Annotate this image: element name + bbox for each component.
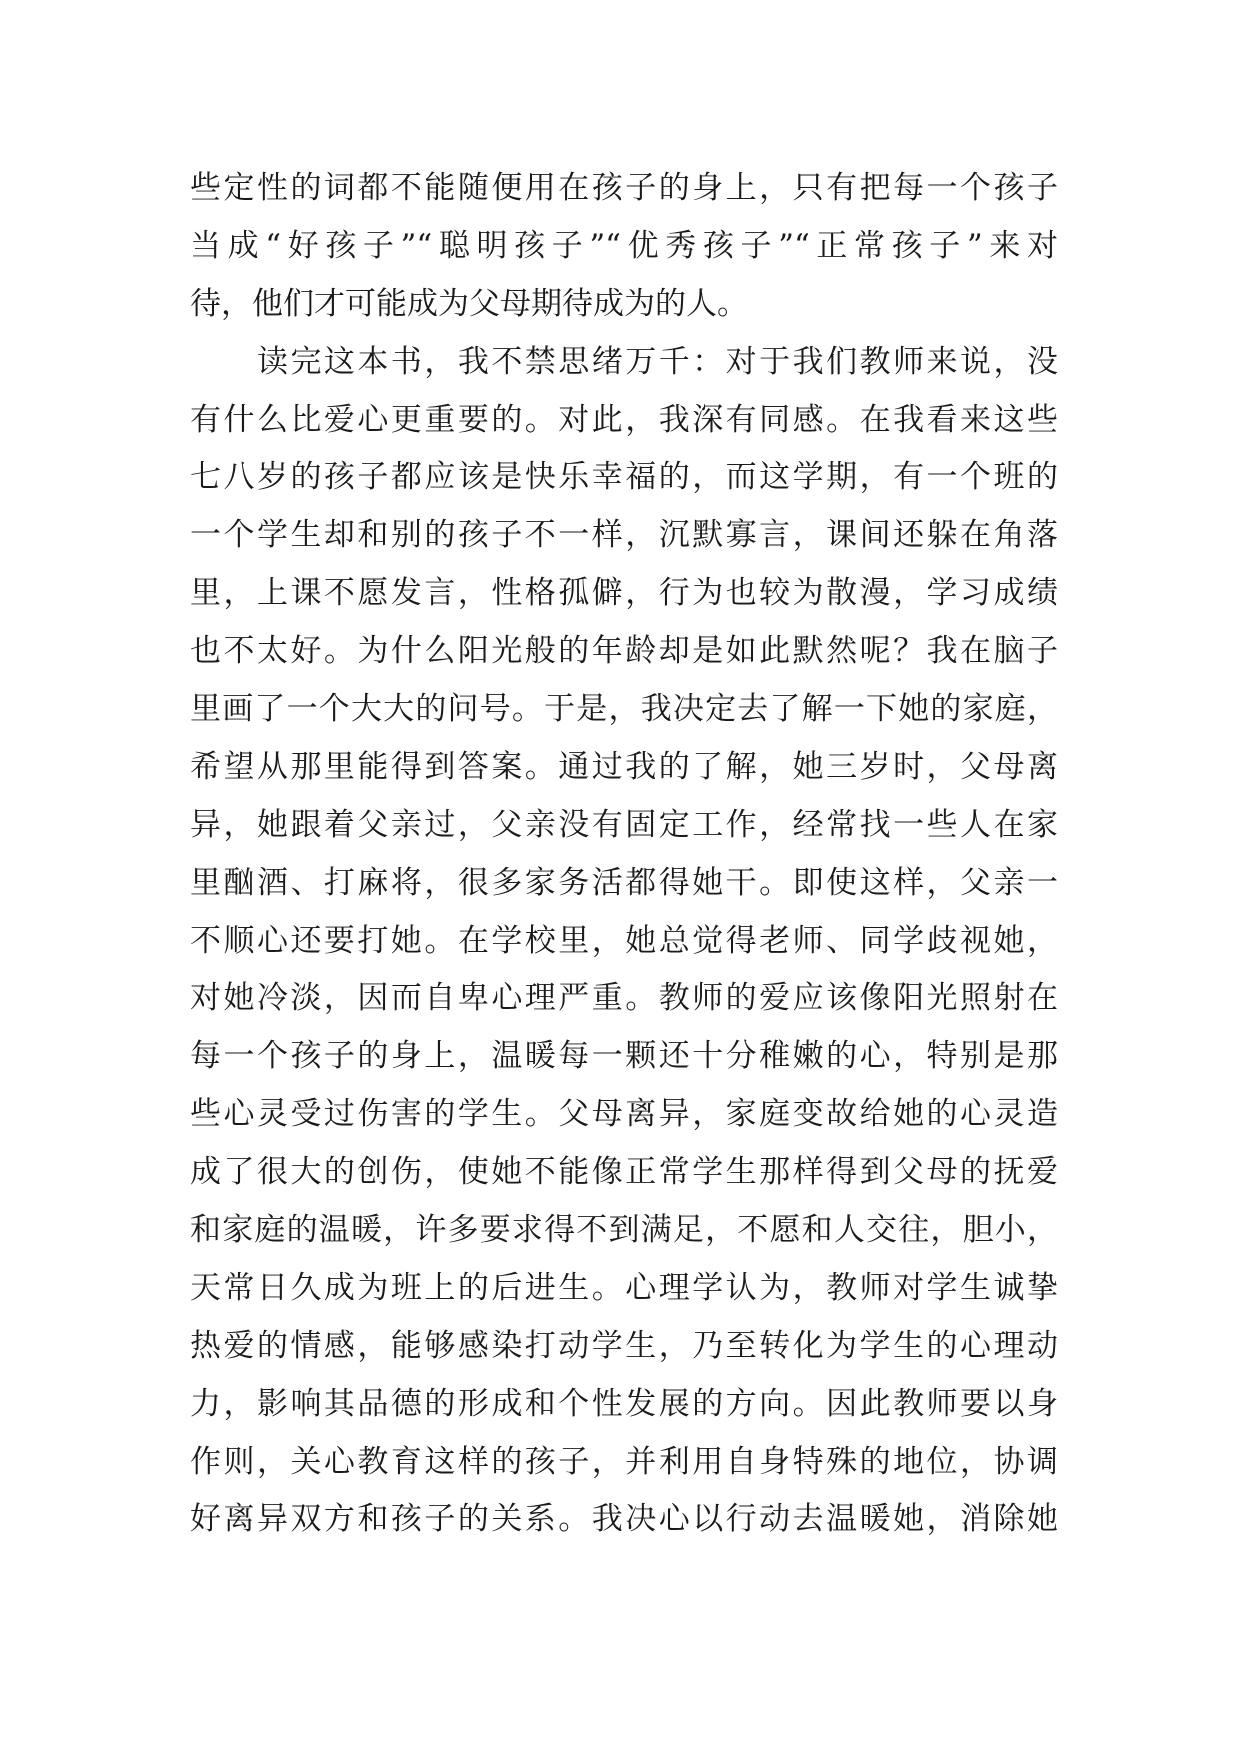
paragraph-1 [190, 160, 1058, 334]
text-line: 异，她跟着父亲过，父亲没有固定工作，经常找一些人在家 [190, 806, 1058, 843]
body-text [190, 160, 1058, 1549]
text-line: 希望从那里能得到答案。通过我的了解，她三岁时，父母离 [190, 748, 1058, 785]
text-line: 和家庭的温暖，许多要求得不到满足，不愿和人交往，胆小， [190, 1212, 1058, 1249]
text-line: 当成“好孩子”“聪明孩子”“优秀孩子”“正常孩子”来对 [190, 227, 1058, 264]
text-line: 天常日久成为班上的后进生。心理学认为，教师对学生诚挚 [190, 1269, 1058, 1306]
text-line: 待，他们才可能成为父母期待成为的人。 [190, 285, 748, 322]
text-line: 有什么比爱心更重要的。对此，我深有同感。在我看来这些 [190, 401, 1058, 438]
text-line: 力，影响其品德的形成和个性发展的方向。因此教师要以身 [190, 1385, 1058, 1422]
text-line: 里，上课不愿发言，性格孤僻，行为也较为散漫，学习成绩 [190, 575, 1058, 612]
text-line: 一个学生却和别的孩子不一样，沉默寡言，课间还躲在角落 [190, 517, 1058, 554]
text-line: 里酗酒、打麻将，很多家务活都得她干。即使这样，父亲一 [190, 864, 1058, 901]
text-line: 七八岁的孩子都应该是快乐幸福的，而这学期，有一个班的 [190, 459, 1058, 496]
text-line: 好离异双方和孩子的关系。我决心以行动去温暖她，消除她 [190, 1501, 1058, 1538]
text-line: 作则，关心教育这样的孩子，并利用自身特殊的地位，协调 [190, 1443, 1058, 1480]
text-line: 也不太好。为什么阳光般的年龄却是如此默然呢？我在脑子 [190, 633, 1058, 670]
text-line: 些心灵受过伤害的学生。父母离异，家庭变故给她的心灵造 [190, 1096, 1058, 1133]
text-line: 成了很大的创伤，使她不能像正常学生那样得到父母的抚爱 [190, 1154, 1058, 1191]
paragraph-2 [190, 334, 1058, 1550]
text-line: 读完这本书，我不禁思绪万千：对于我们教师来说，没 [190, 343, 1058, 380]
text-line: 里画了一个大大的问号。于是，我决定去了解一下她的家庭， [190, 691, 1058, 728]
text-line: 些定性的词都不能随便用在孩子的身上，只有把每一个孩子 [190, 170, 1058, 206]
text-line: 对她冷淡，因而自卑心理严重。教师的爱应该像阳光照射在 [190, 980, 1058, 1017]
text-line: 不顺心还要打她。在学校里，她总觉得老师、同学歧视她， [190, 922, 1058, 959]
text-line: 热爱的情感，能够感染打动学生，乃至转化为学生的心理动 [190, 1327, 1058, 1364]
text-line: 每一个孩子的身上，温暖每一颗还十分稚嫩的心，特别是那 [190, 1038, 1058, 1075]
